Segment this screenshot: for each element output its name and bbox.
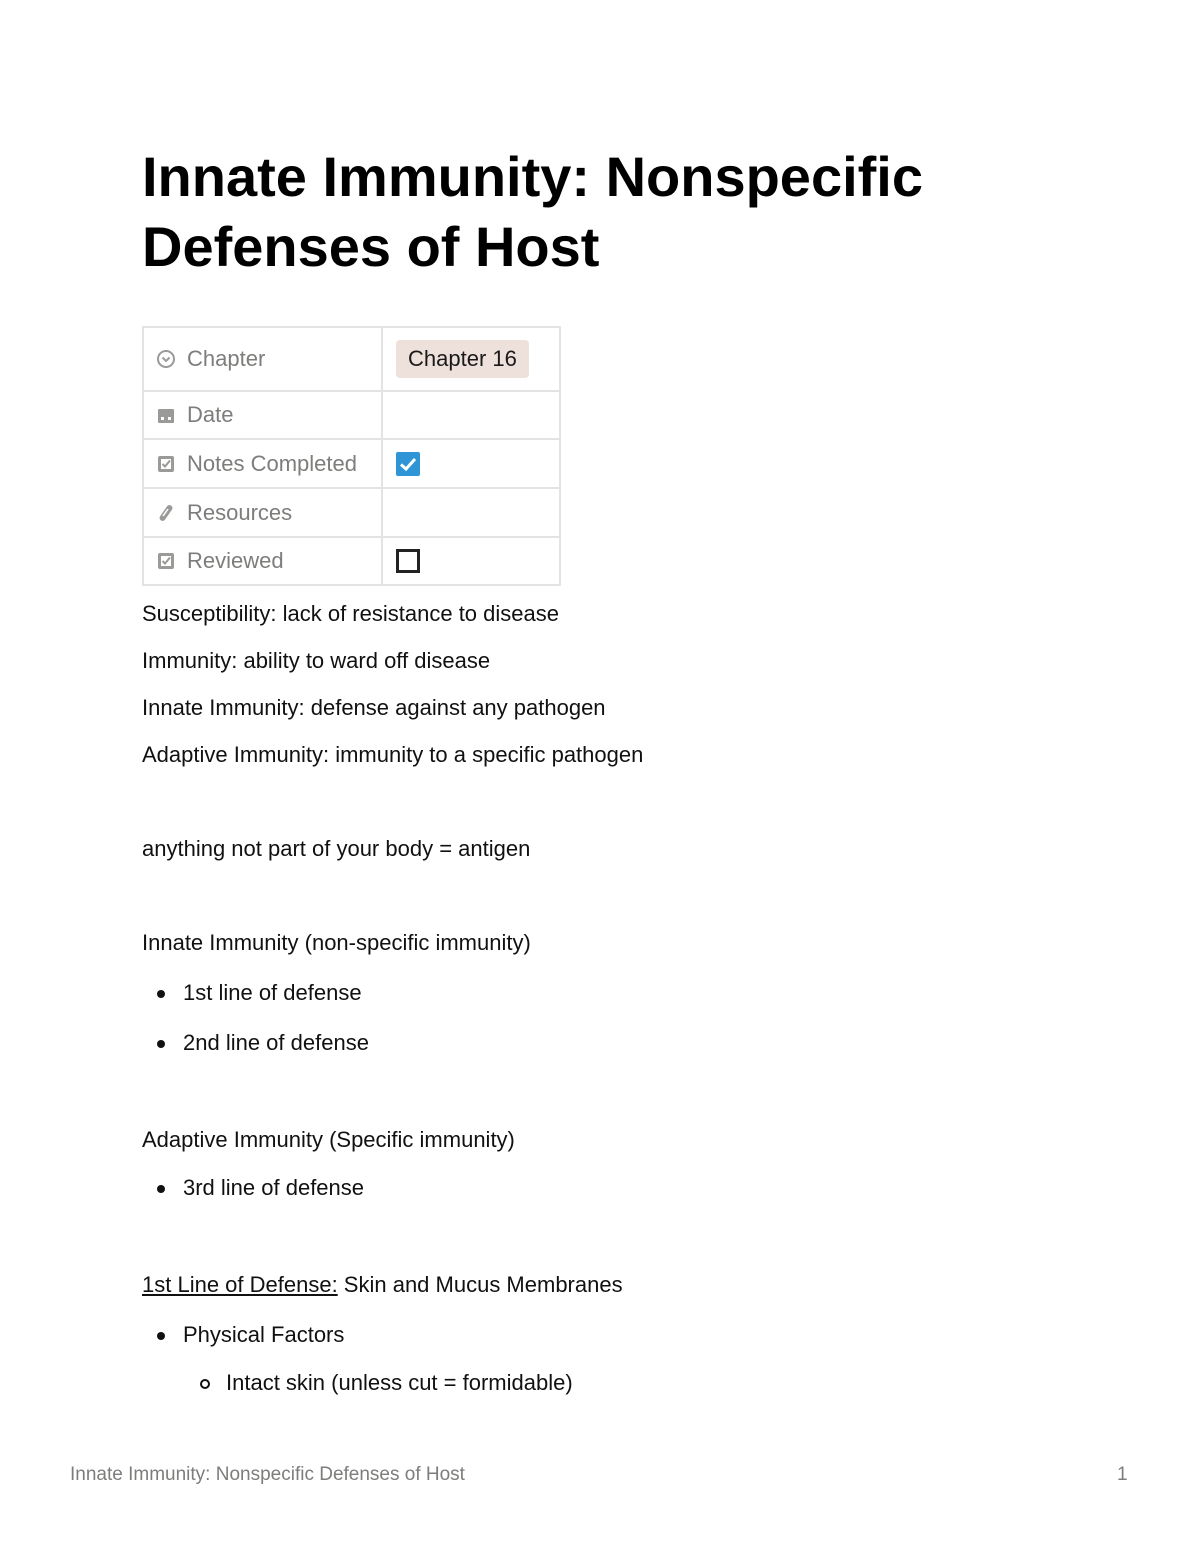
property-row-reviewed bbox=[143, 537, 560, 585]
adaptive-list bbox=[142, 1172, 1102, 1204]
list-item: 2nd line of defense bbox=[142, 1027, 1102, 1059]
first-line-list bbox=[142, 1319, 1102, 1351]
checkbox-icon bbox=[156, 454, 176, 474]
adaptive-heading: Adaptive Immunity (Specific immunity) bbox=[142, 1127, 515, 1152]
properties-table bbox=[142, 326, 561, 586]
innate-list bbox=[142, 977, 1102, 1059]
definition-text: Adaptive Immunity: immunity to a specific pathogen bbox=[142, 742, 644, 767]
property-label: Reviewed bbox=[187, 548, 284, 573]
list-item: 1st line of defense bbox=[142, 977, 1102, 1009]
page-body bbox=[142, 598, 1102, 1399]
first-line-heading-rest: Skin and Mucus Membranes bbox=[337, 1272, 623, 1297]
date-value[interactable] bbox=[382, 391, 560, 439]
property-row-chapter bbox=[143, 327, 560, 391]
property-label: Notes Completed bbox=[187, 450, 357, 476]
innate-heading: Innate Immunity (non-specific immunity) bbox=[142, 930, 531, 955]
footer-title: Innate Immunity: Nonspecific Defenses of Host bbox=[70, 1464, 465, 1485]
property-label: Date bbox=[187, 402, 234, 427]
definition-text: Susceptibility: lack of resistance to disease bbox=[142, 601, 559, 626]
property-label: Resources bbox=[187, 499, 293, 525]
page-number: 1 bbox=[1117, 1464, 1128, 1485]
list-item: 3rd line of defense bbox=[142, 1172, 1102, 1204]
first-line-heading-underlined: 1st Line of Defense: bbox=[142, 1272, 338, 1297]
notes-completed-checkbox[interactable] bbox=[396, 452, 420, 476]
select-icon bbox=[156, 349, 176, 369]
property-row-resources bbox=[143, 488, 560, 537]
list-item: Physical Factors bbox=[142, 1319, 1102, 1351]
calendar-icon bbox=[156, 405, 176, 425]
sub-list-item: Intact skin (unless cut = formidable) bbox=[142, 1367, 1102, 1399]
antigen-note: anything not part of your body = antigen bbox=[142, 836, 531, 861]
chapter-tag[interactable]: Chapter 16 bbox=[396, 340, 529, 378]
resources-value[interactable] bbox=[382, 488, 560, 537]
checkbox-icon bbox=[156, 551, 176, 571]
definition-text: Immunity: ability to ward off disease bbox=[142, 648, 491, 673]
property-row-notes-completed bbox=[143, 439, 560, 488]
page-title: Innate Immunity: Nonspecific Defenses of Host bbox=[142, 145, 923, 278]
paperclip-icon bbox=[156, 503, 176, 523]
definition-text: Innate Immunity: defense against any pathogen bbox=[142, 695, 606, 720]
first-line-heading bbox=[142, 1269, 1102, 1301]
property-label: Chapter bbox=[187, 346, 266, 371]
property-row-date bbox=[143, 391, 560, 439]
reviewed-checkbox[interactable] bbox=[396, 549, 420, 573]
first-line-sublist bbox=[142, 1367, 1102, 1399]
